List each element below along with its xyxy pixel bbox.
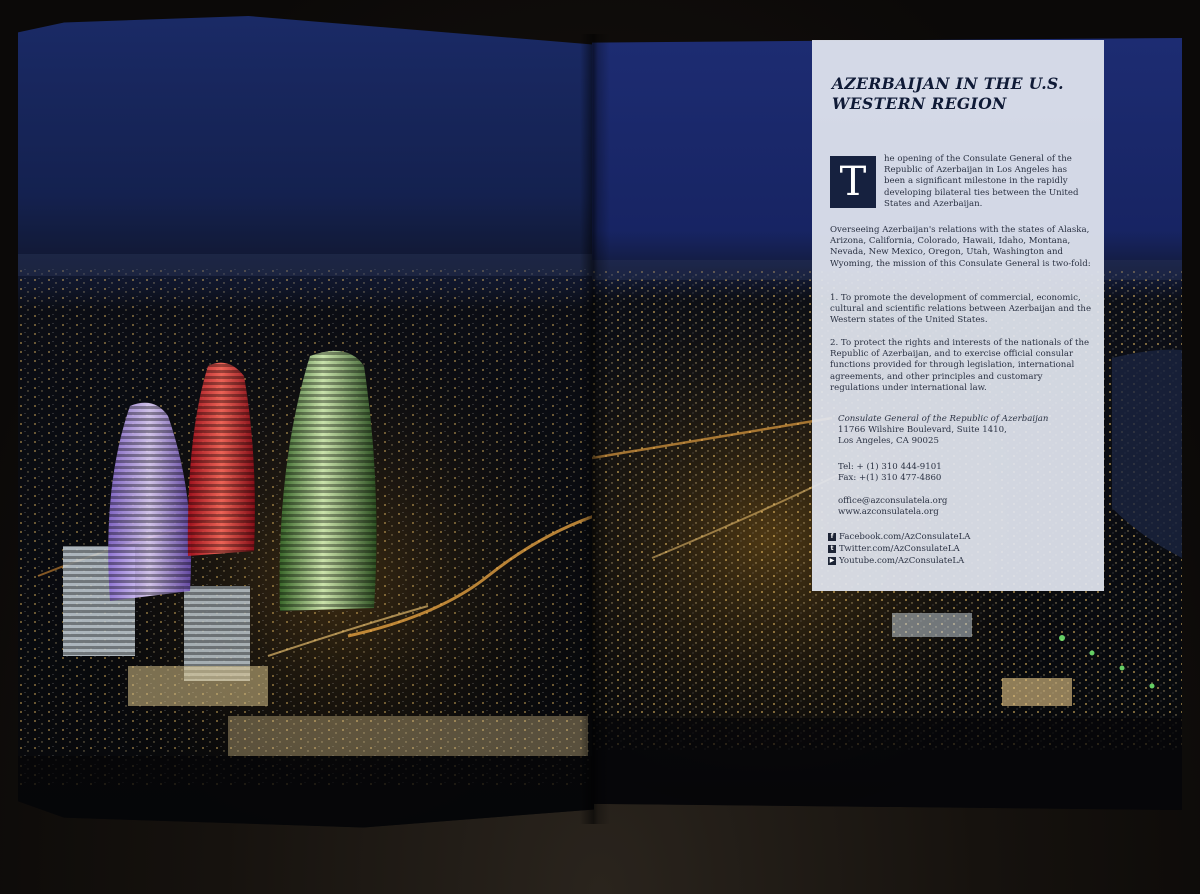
- telephone: Tel: + (1) 310 444-9101: [838, 462, 942, 472]
- facebook-text: Facebook.com/AzConsulateLA: [839, 532, 971, 542]
- phone-block: [838, 462, 1088, 484]
- consulate-name: Consulate General of the Republic of Azerbaijan: [838, 414, 1049, 424]
- twitter-link: [828, 543, 1088, 555]
- address-block: [838, 414, 1088, 448]
- email: office@azconsulatela.org: [838, 496, 948, 506]
- intro-paragraph: he opening of the Consulate General of the Republic of Azerbaijan in Los Angeles has been a significant milestone in the rapidly developing bilateral ties between the United States and Azerbaijan.: [884, 154, 1079, 209]
- street-address: 11766 Wilshire Boulevard, Suite 1410,: [838, 425, 1007, 436]
- youtube-text: Youtube.com/AzConsulateLA: [839, 556, 965, 566]
- twitter-icon: t: [828, 545, 836, 553]
- facebook-link: [828, 531, 1088, 543]
- fax: Fax: +(1) 310 477-4860: [838, 473, 942, 484]
- twitter-text: Twitter.com/AzConsulateLA: [839, 544, 960, 554]
- night-cityscape-left-photo: [18, 16, 594, 834]
- facebook-icon: f: [828, 533, 836, 541]
- mission-point-1: 1. To promote the development of commercial, economic, cultural and scientific relations between Azerbaijan and the Western states of the United States.: [830, 293, 1092, 326]
- youtube-link: [828, 555, 1088, 567]
- states-paragraph: Overseeing Azerbaijan's relations with the states of Alaska, Arizona, California, Colorado, Hawaii, Idaho, Montana, Nevada, New Mexico, Oregon, Utah, Washington and Wyoming, the mission of this Consulate General is two-fold:: [830, 225, 1091, 269]
- mission-point-2: 2. To protect the rights and interests of the nationals of the Republic of Azerbaijan, and to exercise official consular functions provided for through legislation, international agreements, and other principles and customary regulations under international law.: [830, 338, 1090, 393]
- left-page: [18, 16, 594, 834]
- city-address: Los Angeles, CA 90025: [838, 436, 939, 447]
- consulate-info-panel: [812, 40, 1104, 591]
- panel-title: AZERBAIJAN IN THE U.S. WESTERN REGION: [832, 74, 1064, 113]
- social-links: [828, 531, 1088, 567]
- web-block: [838, 496, 1088, 518]
- website: www.azconsulatela.org: [838, 507, 939, 518]
- youtube-icon: ▶: [829, 557, 835, 564]
- dropcap-letter: T: [830, 156, 876, 208]
